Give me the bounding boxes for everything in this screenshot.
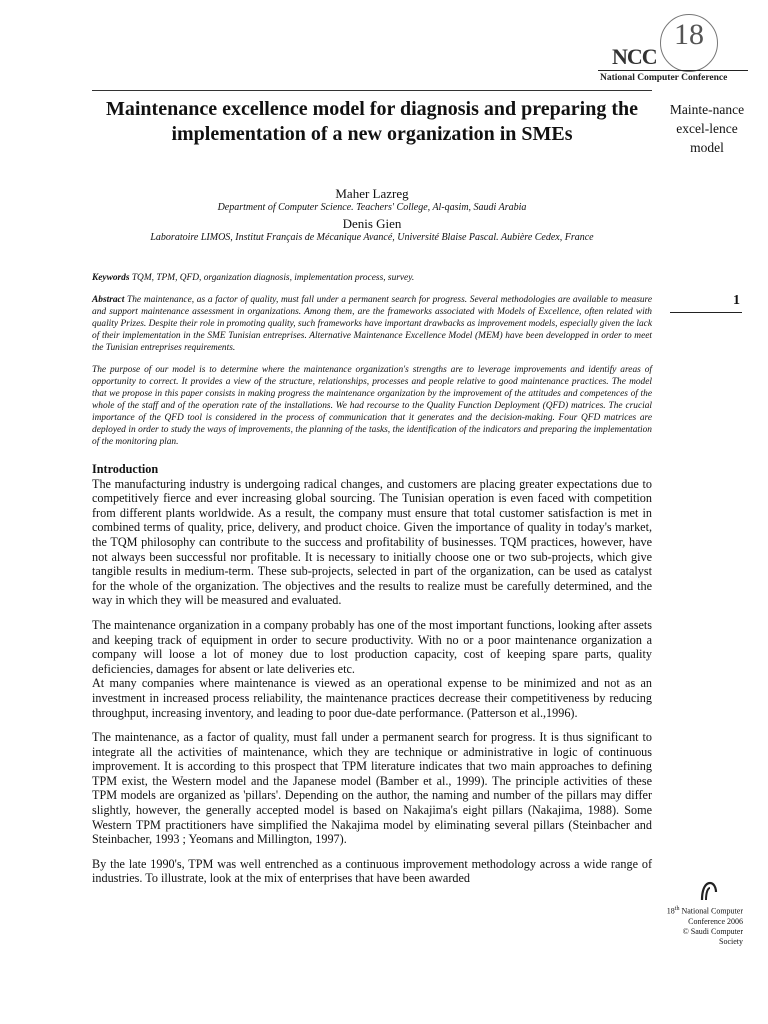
running-title bbox=[662, 100, 752, 157]
logo-text: NCC bbox=[612, 44, 657, 69]
author-affiliation: Laboratoire LIMOS, Institut Français de Mécanique Avancé, Université Blaise Pascal. Aubière Cedex, France bbox=[150, 232, 594, 243]
conference-logo bbox=[598, 6, 748, 88]
author-affiliation: Department of Computer Science. Teachers' College, Al-qasim, Saudi Arabia bbox=[217, 202, 527, 213]
abstract bbox=[92, 294, 652, 354]
footer-line1: National Computer Conference 2006 bbox=[681, 906, 743, 926]
paper-title: Maintenance excellence model for diagnosis and preparing the implementation of a new organization in SMEs bbox=[105, 98, 638, 145]
keywords bbox=[92, 272, 652, 284]
paper-body bbox=[92, 272, 652, 896]
body-paragraph: The maintenance organization in a company probably has one of the most important functions, looking after assets and keeping track of equipment in order to secure productivity. With no or a poor maintenance organization a company will loose a lot of money due to lost production capacity, cost of keeping spare parts, quality deficiencies, damages for absent or late deliveries etc. bbox=[92, 617, 652, 676]
society-logo-icon bbox=[700, 880, 718, 902]
conference-name: National Computer Conference bbox=[600, 73, 728, 83]
keywords-label: Keywords bbox=[92, 273, 130, 283]
abstract-paragraph: The purpose of our model is to determine where the maintenance organization's strengths are to leverage improvements and identify areas of opportunity to correct. It provides a view of the structure, relationships, processes and people relative to good maintenance practices. The model that we propose in this paper consists in making progress the maintenance organization by the improvement of the attitudes and competences of the whole of the staff and of the operation rate of the installations. We had recourse to the Quality Function Deployment (QFD) matrices. The crucial importance of the QFD tool is considered in the process of communication that it generates and the decision-making. Four QFD matrices are deployed in order to study the ways of improvements, the planning of the tasks, the identification of the indicators and preparing the implementation of the monitoring plan. bbox=[92, 365, 652, 447]
body-paragraph: By the late 1990's, TPM was well entrenched as a continuous improvement methodology across a wide range of industries. To illustrate, look at the mix of enterprises that have been awarded bbox=[92, 856, 652, 886]
page-number-rule bbox=[670, 312, 742, 313]
header-rule bbox=[92, 90, 652, 91]
logo-divider bbox=[598, 70, 748, 71]
running-title-text: Mainte-nance excel-lence model bbox=[669, 102, 745, 155]
author-block bbox=[92, 187, 652, 245]
body-paragraph: At many companies where maintenance is viewed as an operational expense to be minimized and not as an investment in increased process reliability, the maintenance practices decrease their competitiveness by reducing throughput, increasing inventory, and leading to poor due-date performance. (Patterson et al.,1996). bbox=[92, 676, 652, 720]
body-paragraph: The manufacturing industry is undergoing radical changes, and customers are placing greater expectations due to competitively fierce and ever increasing global sourcing. The Tunisian operation is even faced with competition from different plants worldwide. As a result, the company must ensure that total customer satisfaction is met in combined terms of quality, price, delivery, and product choice. Given the importance of quality in today's market, the TQM philosophy can contribute to the success and profitability of businesses. TQM practices, however, have not always been successful nor profitable. It is necessary to initially choose one or two sub-projects, which give tangible results in medium-term. These sub-projects, selected in part of the organization, can be used as catalyst for the whole of the organization. The objectives and the results to realize must be carefully determined, and the way in which they will be measured and evaluated. bbox=[92, 476, 652, 608]
page-number: 1 bbox=[733, 293, 740, 308]
logo-number: 18 bbox=[674, 18, 704, 51]
abstract-text: The maintenance, as a factor of quality, must fall under a permanent search for progress. Several methodologies are available to measure and support maintenance assessment in organizations. Among them, are the frameworks associated with Models of Excellence, often related with quality Prizes. Despite their role in promoting quality, such frameworks have important drawbacks as improvement models, especially given the lack of their implementation in the SME Tunisian entreprises. Alternative Maintenance Excellence Model (MEM) have been developped in order to meet the Tunisian entreprises requirements. bbox=[92, 295, 652, 353]
footer-edition-suffix: th bbox=[674, 906, 680, 912]
author-name: Maher Lazreg bbox=[335, 186, 409, 201]
footer-line2: © Saudi Computer Society bbox=[682, 926, 743, 946]
keywords-text: TQM, TPM, QFD, organization diagnosis, implementation process, survey. bbox=[131, 273, 415, 283]
body-paragraph: The maintenance, as a factor of quality, must fall under a permanent search for progress. It is thus significant to integrate all the activities of maintenance, which they are technique or administrative in logic of continuous improvement. It is according to this prospect that TPM literature indicates that two main approaches to defining TPM exist, the Western model and the Japanese model (Bamber et al., 1999). The principle activities of these TPM models are organized as 'pillars'. Depending on the author, the naming and number of the pillars may differ slightly, however, the generally accepted model is based on Nakajima's eight pillars (Nakajima, 1988). Some Western TPM practitioners have simplified the Nakajima model by eliminating several pillars (Steinbacher and Steinbacher, 1993 ; Yeomans and Millington, 1997). bbox=[92, 730, 652, 847]
footer-edition: 18 bbox=[666, 906, 675, 916]
section-heading: Introduction bbox=[92, 462, 159, 476]
abstract-label: Abstract bbox=[92, 295, 125, 305]
footer-credit bbox=[665, 904, 743, 947]
author-name: Denis Gien bbox=[342, 216, 402, 231]
